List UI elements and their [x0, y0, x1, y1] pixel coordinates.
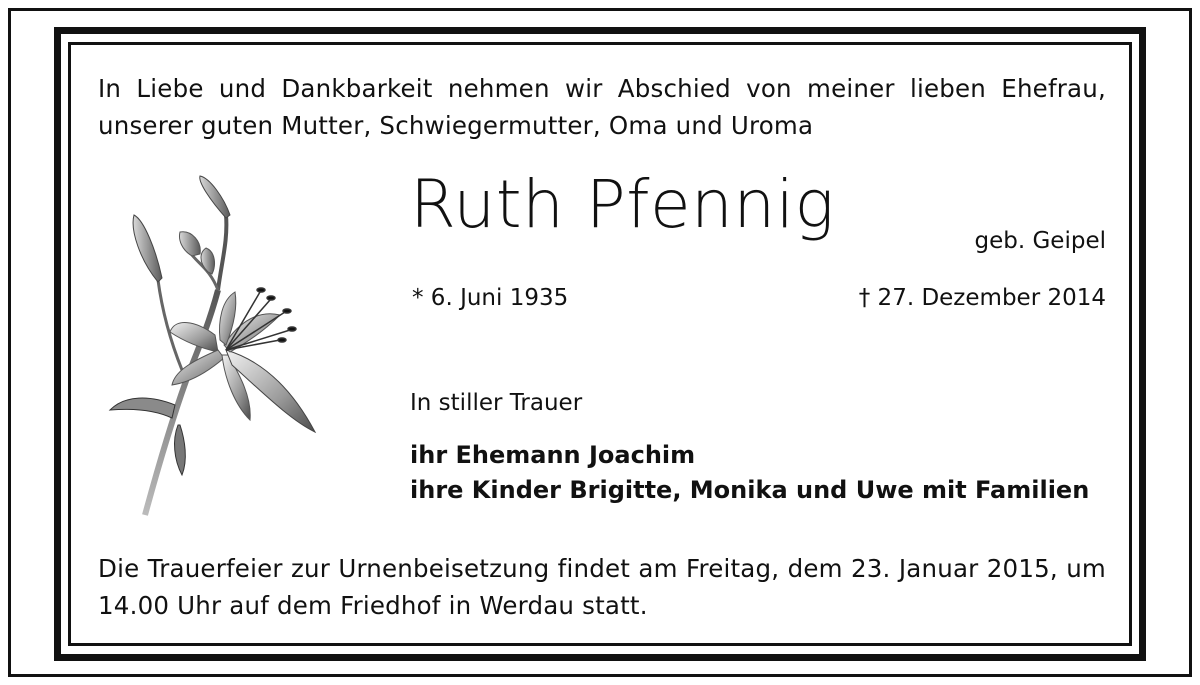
mourning-label: In stiller Trauer [410, 390, 583, 416]
family-member-children: ihre Kinder Brigitte, Monika und Uwe mit Familien [410, 476, 1090, 504]
ceremony-info [98, 550, 1106, 624]
death-date: † 27. Dezember 2014 [858, 285, 1106, 311]
family-member-spouse: ihr Ehemann Joachim [410, 441, 696, 469]
intro-text [98, 70, 1106, 144]
maiden-name: geb. Geipel [974, 228, 1106, 254]
intro-line-2: unserer guten Mutter, Schwiegermutter, Oma und Uroma [98, 111, 814, 140]
family-list [410, 438, 1089, 508]
ceremony-line-1: Die Trauerfeier zur Urnenbeisetzung findet am Freitag, dem 23. Januar 2015, um [98, 554, 1106, 583]
deceased-name: Ruth Pfennig [410, 166, 835, 243]
lily-flower-image [100, 170, 330, 530]
intro-line-1: In Liebe und Dankbarkeit nehmen wir Abschied von meiner lieben Ehefrau, [98, 74, 1106, 103]
birth-date: * 6. Juni 1935 [412, 285, 569, 311]
ceremony-line-2: 14.00 Uhr auf dem Friedhof in Werdau statt. [98, 591, 648, 620]
